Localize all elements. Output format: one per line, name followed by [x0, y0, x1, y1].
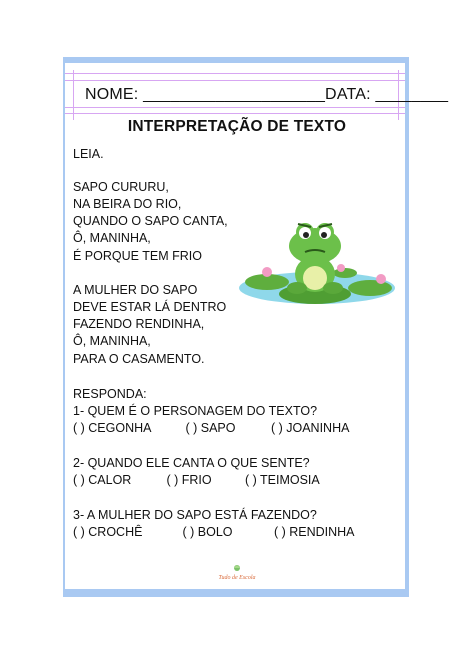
answer-option[interactable]: ( ) CEGONHA: [73, 421, 152, 435]
guide-line-top-2: [65, 80, 405, 81]
answer-options: [73, 421, 349, 435]
poem-line: DEVE ESTAR LÁ DENTRO: [73, 300, 227, 314]
answer-option[interactable]: ( ) CROCHÊ: [73, 525, 143, 539]
poem-line: FAZENDO RENDINHA,: [73, 317, 205, 331]
guide-line-bottom: [65, 107, 405, 108]
question-text: 3- A MULHER DO SAPO ESTÁ FAZENDO?: [73, 508, 317, 522]
answer-option[interactable]: ( ) RENDINHA: [273, 525, 355, 539]
footer-logo-text: Tudo de Escola: [218, 575, 256, 581]
poem-line: A MULHER DO SAPO: [73, 283, 198, 297]
answer-option[interactable]: ( ) JOANINHA: [270, 421, 350, 435]
poem-line: Ô, MANINHA,: [73, 231, 151, 245]
footer-logo: [214, 563, 260, 583]
answer-option[interactable]: ( ) FRIO: [166, 473, 212, 487]
answer-option[interactable]: ( ) BOLO: [182, 525, 233, 539]
poem-line: Ô, MANINHA,: [73, 334, 151, 348]
answer-options: [73, 525, 355, 539]
question-text: 1- QUEM É O PERSONAGEM DO TEXTO?: [73, 404, 318, 418]
guide-line-bottom-2: [65, 113, 405, 114]
question-text: 2- QUANDO ELE CANTA O QUE SENTE?: [73, 456, 310, 470]
intro-text: LEIA.: [73, 147, 104, 161]
answer-option[interactable]: ( ) TEIMOSIA: [244, 473, 320, 487]
poem-line: PARA O CASAMENTO.: [73, 352, 205, 366]
guide-line-top: [65, 73, 405, 74]
poem-line: É PORQUE TEM FRIO: [73, 249, 202, 263]
margin-line-left: [73, 70, 74, 120]
poem-line: NA BEIRA DO RIO,: [73, 197, 182, 211]
answer-options: [73, 473, 320, 487]
frog-on-lily-pad-icon: [235, 208, 395, 308]
answer-option[interactable]: ( ) CALOR: [73, 473, 132, 487]
worksheet-title: INTERPRETAÇÃO DE TEXTO: [127, 118, 347, 135]
name-date-field[interactable]: NOME: ____________________DATA: ________: [85, 86, 449, 103]
poem-line: QUANDO O SAPO CANTA,: [73, 214, 228, 228]
answer-option[interactable]: ( ) SAPO: [185, 421, 236, 435]
poem-line: SAPO CURURU,: [73, 180, 169, 194]
questions-heading: RESPONDA:: [73, 387, 147, 401]
